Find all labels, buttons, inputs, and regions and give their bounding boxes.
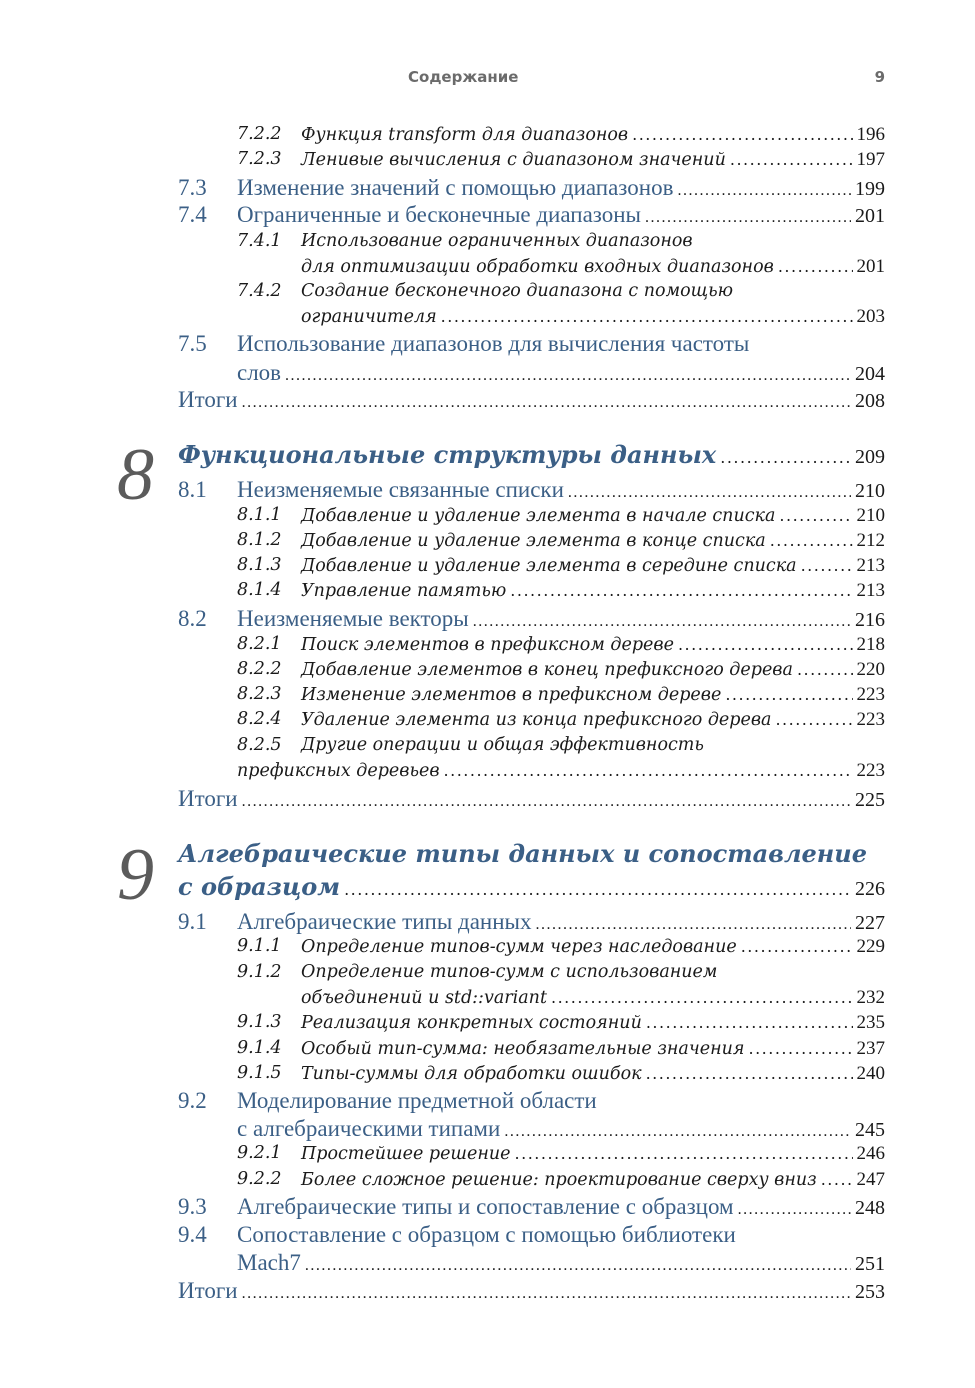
running-head [0,68,975,90]
entry-number: 8.1 [178,477,207,502]
dot-leader [344,880,851,899]
entry-title: Изменение значений с помощью диапазонов [237,175,674,200]
entry-number: 8.1.4 [237,580,282,600]
entry-number: 9.2 [178,1088,207,1113]
entry-number: 8.2.3 [237,684,282,704]
dot-leader [741,937,853,956]
entry-number: 9.1.1 [237,936,282,956]
entry-title: Определение типов-сумм с использованием [301,962,718,982]
entry-title: Добавление элементов в конец префиксного дерева [301,660,793,680]
entry-title: Неизменяемые векторы [237,606,469,631]
entry-page: 208 [855,390,885,412]
entry-page: 213 [856,580,885,601]
chapter-title: Функциональные структуры данных [178,440,717,469]
entry-number: 8.1.3 [237,555,282,575]
entry-page: 223 [856,760,885,781]
entry-page: 227 [855,912,885,934]
entry-number: 7.4.2 [237,281,282,301]
entry-page: 199 [855,178,885,200]
entry-page: 225 [855,789,885,811]
entry-page: 210 [856,505,885,526]
chapter-number: 9 [117,834,154,916]
entry-title: Более сложное решение: проектирование сверху вниз [301,1170,817,1190]
entry-page: 251 [855,1253,885,1275]
entry-number: 9.3 [178,1194,207,1219]
entry-title-continued: для оптимизации обработки входных диапазонов [301,257,774,277]
dot-leader [568,484,851,502]
entry-page: 247 [856,1169,885,1190]
entry-title: Поиск элементов в префиксном дереве [301,635,674,655]
entry-title: Добавление и удаление элемента в начале списка [301,506,776,526]
entry-title: Сопоставление с образцом с помощью библиотеки [237,1222,736,1247]
entry-page: 216 [855,609,885,631]
entry-number: 9.2.2 [237,1169,282,1189]
entry-number: 7.2.3 [237,149,282,169]
entry-number: 8.1.2 [237,530,282,550]
entry-number: 9.4 [178,1222,207,1247]
entry-title: Управление памятью [301,581,507,601]
entry-number: 8.2 [178,606,207,631]
entry-title: Использование ограниченных диапазонов [301,231,693,251]
entry-number: 7.2.2 [237,124,282,144]
entry-title: Моделирование предметной области [237,1088,597,1113]
entry-page: 218 [856,634,885,655]
dot-leader [632,125,852,144]
dot-leader [305,1257,851,1275]
dot-leader [677,182,851,200]
entry-number: 8.1.1 [237,505,282,525]
entry-number: 7.4.1 [237,231,282,251]
entry-page: 196 [856,124,885,145]
entry-title: Использование диапазонов для вычисления частоты [237,331,750,356]
entry-title: Ограниченные и бесконечные диапазоны [237,202,642,227]
entry-page: 204 [855,363,885,385]
running-title: Содержание [408,68,519,86]
dot-leader [725,685,852,704]
entry-title: Алгебраические типы и сопоставление с образцом [237,1194,734,1219]
entry-page: 232 [856,987,885,1008]
dot-leader [779,506,852,525]
entry-title: Реализация конкретных состояний [301,1013,642,1033]
entry-title: Создание бесконечного диапазона с помощью [301,281,734,301]
entry-number: 7.4 [178,202,207,227]
entry-title: Итоги [178,387,238,412]
entry-page: 213 [856,555,885,576]
entry-page: 223 [856,709,885,730]
dot-leader [285,367,851,385]
entry-number: 9.1.3 [237,1012,282,1032]
entry-page: 237 [856,1038,885,1059]
entry-title-continued: слов [237,360,282,385]
entry-title-continued: с алгебраическими типами [237,1116,501,1141]
entry-number: 7.3 [178,175,207,200]
dot-leader [778,257,853,276]
entry-number: 9.1.5 [237,1063,282,1083]
entry-title-continued: объединений и std::variant [301,988,547,1008]
entry-number: 9.1.2 [237,962,282,982]
dot-leader [775,710,852,729]
entry-page: 235 [856,1012,885,1033]
entry-page: 223 [856,684,885,705]
entry-number: 8.2.1 [237,634,282,654]
entry-title: Удаление элемента из конца префиксного дерева [301,710,772,730]
dot-leader [444,761,853,780]
entry-page: 229 [856,936,885,957]
dot-leader [738,1201,851,1219]
entry-title: Ленивые вычисления с диапазоном значений [301,150,726,170]
entry-page: 248 [855,1197,885,1219]
entry-title: Неизменяемые связанные списки [237,477,564,502]
dot-leader [720,448,851,467]
dot-leader [242,394,851,412]
dot-leader [536,916,852,934]
entry-title: Добавление и удаление элемента в конце списка [301,531,766,551]
page-number: 9 [874,68,885,86]
dot-leader [504,1123,851,1141]
entry-title: Функция transform для диапазонов [301,125,629,145]
entry-page: 245 [855,1119,885,1141]
entry-number: 8.2.5 [237,735,282,755]
entry-title-continued: префиксных деревьев [237,761,440,781]
dot-leader [770,531,853,550]
entry-number: 8.2.2 [237,659,282,679]
entry-page: 201 [855,205,885,227]
entry-title: Особый тип-сумма: необязательные значения [301,1039,745,1059]
dot-leader [551,988,853,1007]
chapter-title-continued: с образцом [178,872,341,901]
entry-title: Другие операции и общая эффективность [301,735,704,755]
dot-leader [821,1170,853,1189]
dot-leader [242,793,851,811]
dot-leader [645,209,851,227]
entry-page: 210 [855,480,885,502]
dot-leader [678,635,853,654]
dot-leader [646,1064,853,1083]
entry-page: 209 [855,446,885,468]
entry-title: Простейшее решение [301,1144,511,1164]
entry-title: Добавление и удаление элемента в середине списка [301,556,797,576]
entry-title: Типы-суммы для обработки ошибок [301,1064,642,1084]
entry-page: 212 [856,530,885,551]
entry-page: 197 [856,149,885,170]
entry-page: 240 [856,1063,885,1084]
dot-leader [797,660,853,679]
entry-title: Определение типов-сумм через наследование [301,937,737,957]
dot-leader [748,1039,852,1058]
dot-leader [441,307,853,326]
entry-page: 201 [856,256,885,277]
chapter-title: Алгебраические типы данных и сопоставление [178,839,867,868]
entry-title: Итоги [178,786,238,811]
dot-leader [801,556,853,575]
dot-leader [510,581,852,600]
entry-page: 253 [855,1281,885,1303]
dot-leader [646,1013,853,1032]
entry-title-continued: ограничителя [301,307,437,327]
entry-page: 226 [855,878,885,900]
dot-leader [730,150,853,169]
dot-leader [473,613,851,631]
entry-number: 9.1 [178,909,207,934]
dot-leader [242,1285,851,1303]
entry-page: 203 [856,306,885,327]
entry-number: 9.1.4 [237,1038,282,1058]
dot-leader [515,1144,853,1163]
entry-title: Итоги [178,1278,238,1303]
entry-title: Изменение элементов в префиксном дереве [301,685,722,705]
entry-page: 220 [856,659,885,680]
entry-page: 246 [856,1143,885,1164]
entry-title-continued: Mach7 [237,1250,301,1275]
entry-number: 8.2.4 [237,709,282,729]
chapter-number: 8 [117,434,154,516]
entry-title: Алгебраические типы данных [237,909,532,934]
entry-number: 7.5 [178,331,207,356]
entry-number: 9.2.1 [237,1143,282,1163]
